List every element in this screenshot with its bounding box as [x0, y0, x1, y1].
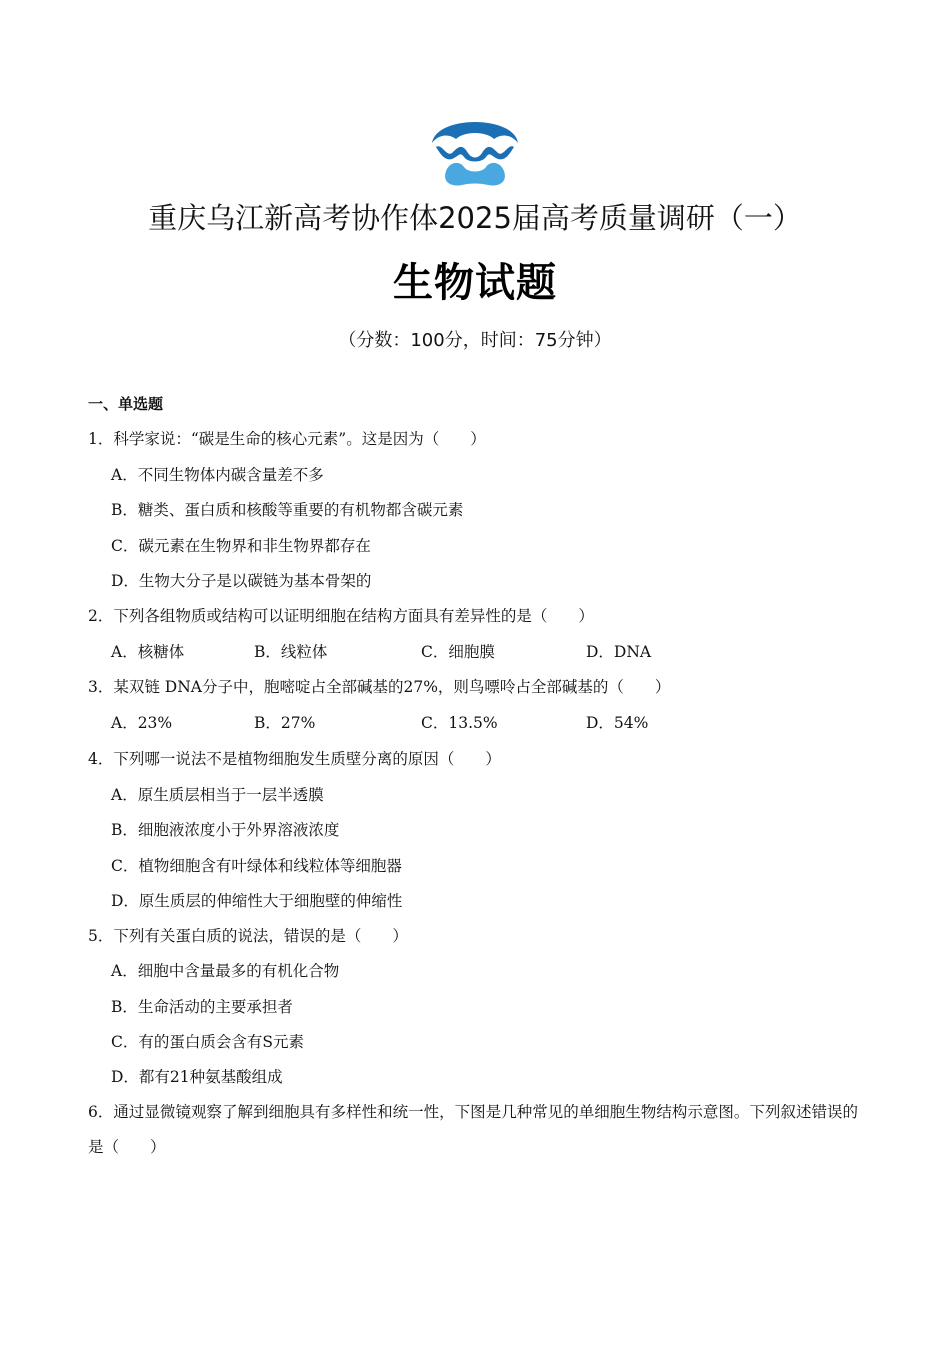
question-stem: 5．下列有关蛋白质的说法，错误的是（ ）	[88, 927, 408, 945]
option-d: D．生物大分子是以碳链为基本骨架的	[111, 572, 372, 590]
option-a: A．不同生物体内碳含量差不多	[111, 466, 324, 484]
option-d: D．都有21种氨基酸组成	[111, 1068, 283, 1086]
question-stem: 4．下列哪一说法不是植物细胞发生质壁分离的原因（ ）	[88, 750, 501, 768]
subject-title: 生物试题	[393, 260, 557, 306]
option-d: D．54%	[586, 714, 649, 732]
option-d: D．原生质层的伸缩性大于细胞壁的伸缩性	[111, 892, 403, 910]
option-b: B．生命活动的主要承担者	[111, 998, 293, 1016]
option-c: C．13.5%	[421, 714, 498, 732]
option-a: A．细胞中含量最多的有机化合物	[111, 962, 340, 980]
option-b: B．线粒体	[254, 643, 328, 661]
option-c: C．碳元素在生物界和非生物界都存在	[111, 537, 371, 555]
exam-info: （分数：100分，时间：75分钟）	[338, 330, 612, 351]
option-c: C．细胞膜	[421, 643, 495, 661]
option-b: B．细胞液浓度小于外界溶液浓度	[111, 821, 340, 839]
logo-wave	[436, 146, 514, 161]
option-c: C．植物细胞含有叶绿体和线粒体等细胞器	[111, 857, 402, 875]
question-stem: 2．下列各组物质或结构可以证明细胞在结构方面具有差异性的是（ ）	[88, 607, 594, 625]
option-row	[111, 640, 871, 664]
option-row	[111, 711, 871, 735]
option-b: B．27%	[254, 714, 316, 732]
section-heading: 一、单选题	[88, 395, 164, 413]
logo-top-arc	[432, 122, 518, 143]
option-a: A．核糖体	[111, 643, 185, 661]
option-a: A．原生质层相当于一层半透膜	[111, 786, 324, 804]
option-a: A．23%	[111, 714, 173, 732]
option-d: D．DNA	[586, 643, 652, 661]
question-stem: 1．科学家说：“碳是生命的核心元素”。这是因为（ ）	[88, 430, 486, 448]
question-stem: 3．某双链 DNA分子中，胞嘧啶占全部碱基的27%，则鸟嘌呤占全部碱基的（ ）	[88, 678, 671, 696]
wave-logo-icon	[428, 113, 522, 188]
option-c: C．有的蛋白质会含有S元素	[111, 1033, 304, 1051]
option-b: B．糖类、蛋白质和核酸等重要的有机物都含碳元素	[111, 501, 464, 519]
exam-title: 重庆乌江新高考协作体2025届高考质量调研（一）	[148, 201, 802, 235]
logo-base	[445, 163, 505, 186]
question-stem: 6．通过显微镜观察了解到细胞具有多样性和统一性，下图是几种常见的单细胞生物结构示意图。下列叙述错误的是（ ）	[88, 1103, 858, 1156]
